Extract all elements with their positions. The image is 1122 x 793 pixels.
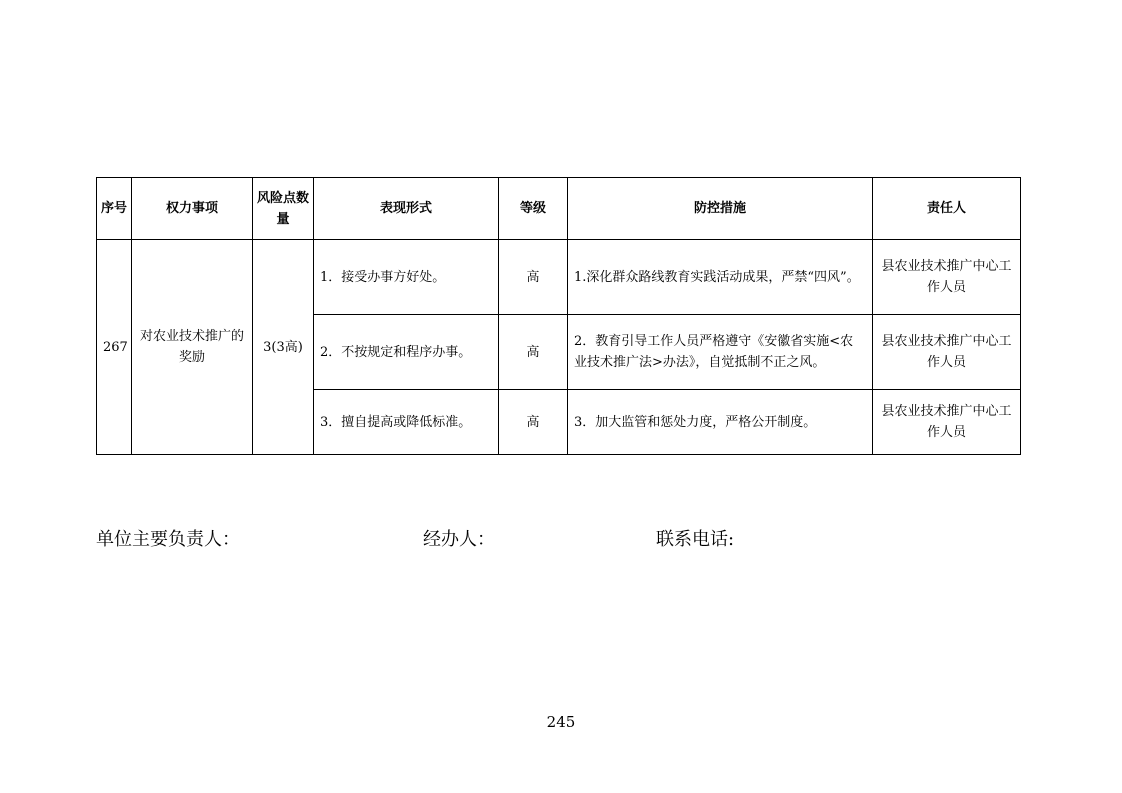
handler-label: 经办人： xyxy=(423,529,495,550)
level-cell: 高 xyxy=(499,240,568,315)
unit-head-label: 单位主要负责人： xyxy=(96,529,240,550)
risk-control-table xyxy=(96,177,1021,455)
record-risk-count: 3(3高) xyxy=(253,240,314,455)
page-number: 245 xyxy=(546,713,576,731)
header-level: 等级 xyxy=(499,178,568,240)
phone-label: 联系电话: xyxy=(656,529,735,550)
measures-cell: 2．教育引导工作人员严格遵守《安徽省实施<农业技术推广法>办法》，自觉抵制不正之风。 xyxy=(568,315,873,390)
measures-cell: 1.深化群众路线教育实践活动成果，严禁“四风”。 xyxy=(568,240,873,315)
table-header-row xyxy=(97,178,1021,240)
header-manifestation: 表现形式 xyxy=(314,178,499,240)
responsible-cell: 县农业技术推广中心工作人员 xyxy=(873,390,1021,455)
manifestation-cell: 2．不按规定和程序办事。 xyxy=(314,315,499,390)
responsible-cell: 县农业技术推广中心工作人员 xyxy=(873,315,1021,390)
header-responsible: 责任人 xyxy=(873,178,1021,240)
header-measures: 防控措施 xyxy=(568,178,873,240)
level-cell: 高 xyxy=(499,315,568,390)
header-power-item: 权力事项 xyxy=(132,178,253,240)
manifestation-cell: 3．擅自提高或降低标准。 xyxy=(314,390,499,455)
record-power-item: 对农业技术推广的奖励 xyxy=(132,240,253,455)
manifestation-cell: 1．接受办事方好处。 xyxy=(314,240,499,315)
responsible-cell: 县农业技术推广中心工作人员 xyxy=(873,240,1021,315)
record-seq: 267 xyxy=(97,240,132,455)
header-seq: 序号 xyxy=(97,178,132,240)
level-cell: 高 xyxy=(499,390,568,455)
header-risk-count: 风险点数量 xyxy=(253,178,314,240)
measures-cell: 3．加大监管和惩处力度，严格公开制度。 xyxy=(568,390,873,455)
table-row xyxy=(97,240,1021,315)
